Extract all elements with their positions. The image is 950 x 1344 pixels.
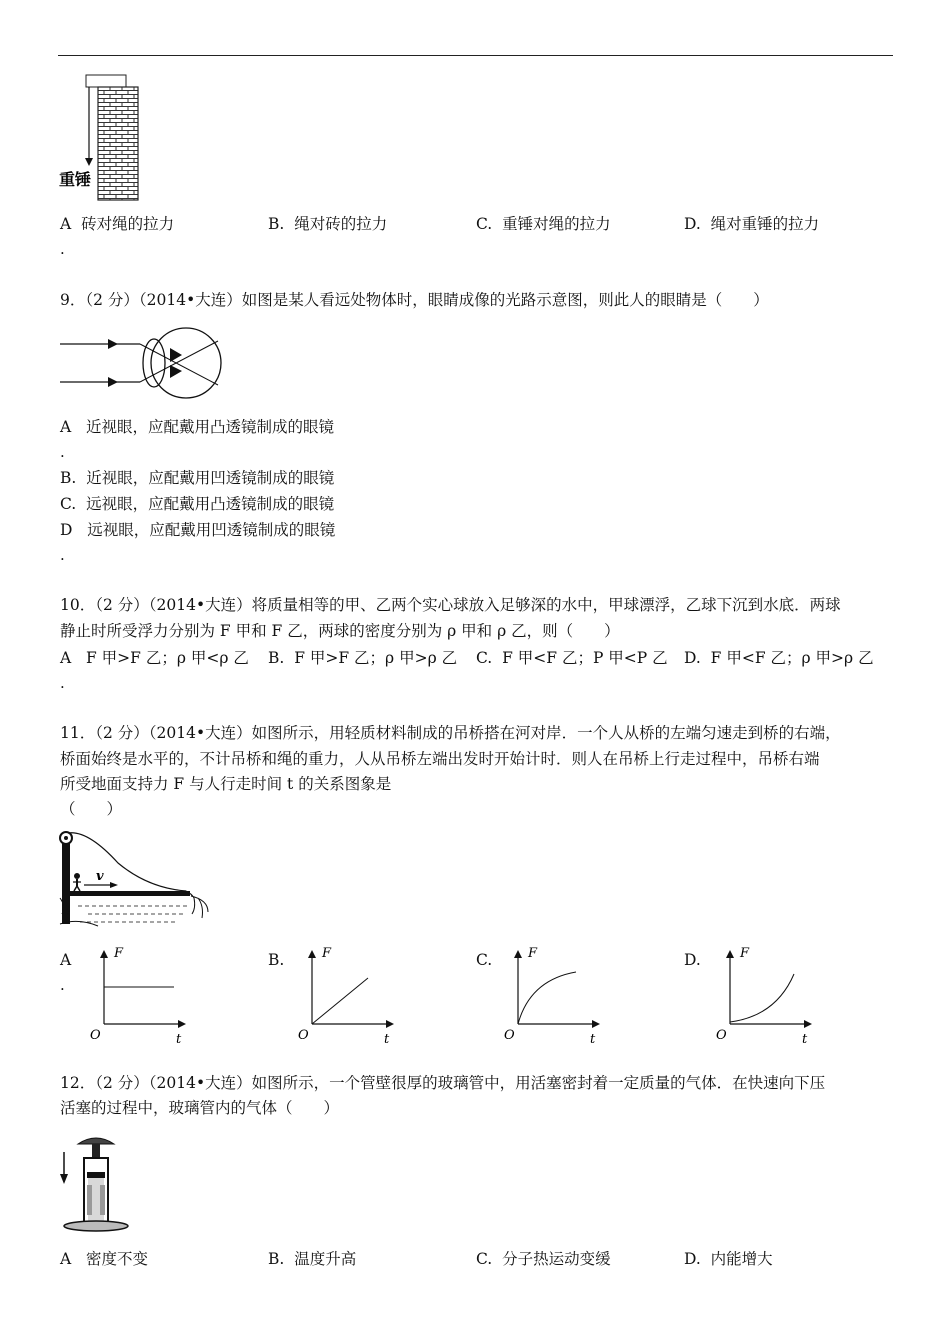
q12-stem-line1: 12．（2 分）（2014•大连）如图所示，一个管壁很厚的玻璃管中，用活塞密封着一定质量的气体．在快速向下压 (60, 1074, 826, 1092)
q9-stem: 9．（2 分）（2014•大连）如图是某人看远处物体时，眼睛成像的光路示意图，则此人的眼睛是（ ） (60, 291, 769, 309)
q10-dot: . (60, 674, 65, 692)
q11-graph-c[interactable] (500, 942, 605, 1047)
q12-option-c[interactable]: C. 分子热运动变缓 (476, 1250, 611, 1268)
q12-option-d[interactable]: D. 内能增大 (684, 1250, 773, 1268)
q11-option-a-letter[interactable]: A (60, 951, 72, 969)
axis-y-label: F (114, 946, 124, 961)
weight-label: 重锤 (59, 170, 92, 189)
axis-x-label: t (590, 1032, 596, 1047)
q10-option-c[interactable]: C. F 甲<F 乙；P 甲<P 乙 (476, 649, 668, 667)
q11-option-d-letter[interactable]: D. (684, 951, 701, 969)
q11-stem-line4: （ ） (60, 800, 123, 818)
q8-option-a[interactable]: A 砖对绳的拉力 (60, 215, 175, 233)
origin-label: O (298, 1028, 309, 1043)
q12-option-b[interactable]: B. 温度升高 (268, 1250, 357, 1268)
q8-option-d[interactable]: D. 绳对重锤的拉力 (684, 215, 820, 233)
q9-dot-d: . (60, 546, 65, 564)
top-rule (58, 55, 893, 56)
q11-graph-a[interactable] (86, 942, 191, 1047)
q10-option-b[interactable]: B. F 甲>F 乙；ρ 甲>ρ 乙 (268, 649, 458, 667)
q9-option-a[interactable]: A 近视眼，应配戴用凸透镜制成的眼镜 (60, 418, 334, 436)
axis-x-label: t (176, 1032, 182, 1047)
plumb-line-figure (56, 70, 146, 205)
q11-stem-line3: 所受地面支持力 F 与人行走时间 t 的关系图象是 (60, 775, 392, 793)
q11-graph-b[interactable] (294, 942, 399, 1047)
q12-option-a[interactable]: A 密度不变 (60, 1250, 148, 1268)
q8-dot: . (60, 240, 65, 258)
axis-x-label: t (802, 1032, 808, 1047)
axis-x-label: t (384, 1032, 390, 1047)
q8-option-b[interactable]: B. 绳对砖的拉力 (268, 215, 388, 233)
q11-graph-d[interactable] (712, 942, 817, 1047)
q12-stem-line2: 活塞的过程中，玻璃管内的气体（ ） (60, 1099, 340, 1117)
axis-y-label: F (322, 946, 332, 961)
q10-stem-line2: 静止时所受浮力分别为 F 甲和 F 乙，两球的密度分别为 ρ 甲和 ρ 乙，则（ ） (60, 622, 620, 640)
origin-label: O (90, 1028, 101, 1043)
piston-tube-figure (58, 1132, 138, 1234)
q10-stem-line1: 10．（2 分）（2014•大连）将质量相等的甲、乙两个实心球放入足够深的水中，甲球漂浮，乙球下沉到水底．两球 (60, 596, 841, 614)
axis-y-label: F (528, 946, 538, 961)
q11-option-b-letter[interactable]: B. (268, 951, 285, 969)
q10-option-a[interactable]: A F 甲>F 乙；ρ 甲<ρ 乙 (60, 649, 249, 667)
q11-stem-line1: 11．（2 分）（2014•大连）如图所示，用轻质材料制成的吊桥搭在河对岸．一个人从桥的左端匀速走到桥的右端， (60, 724, 841, 742)
eye-diagram (58, 332, 228, 394)
q8-option-c[interactable]: C. 重锤对绳的拉力 (476, 215, 611, 233)
q11-option-c-letter[interactable]: C. (476, 951, 493, 969)
drawbridge-figure (58, 828, 213, 933)
q9-dot-a: . (60, 443, 65, 461)
q9-option-d[interactable]: D 远视眼，应配戴用凹透镜制成的眼镜 (60, 521, 336, 539)
velocity-label: v (96, 869, 104, 884)
q10-option-d[interactable]: D. F 甲<F 乙；ρ 甲>ρ 乙 (684, 649, 874, 667)
origin-label: O (504, 1028, 515, 1043)
q9-option-c[interactable]: C. 远视眼，应配戴用凸透镜制成的眼镜 (60, 495, 335, 513)
origin-label: O (716, 1028, 727, 1043)
q11-stem-line2: 桥面始终是水平的，不计吊桥和绳的重力，人从吊桥左端出发时开始计时．则人在吊桥上行走过程中，吊桥右端 (60, 750, 820, 768)
axis-y-label: F (740, 946, 750, 961)
q9-option-b[interactable]: B. 近视眼，应配戴用凹透镜制成的眼镜 (60, 469, 335, 487)
q11-dot: . (60, 976, 65, 994)
